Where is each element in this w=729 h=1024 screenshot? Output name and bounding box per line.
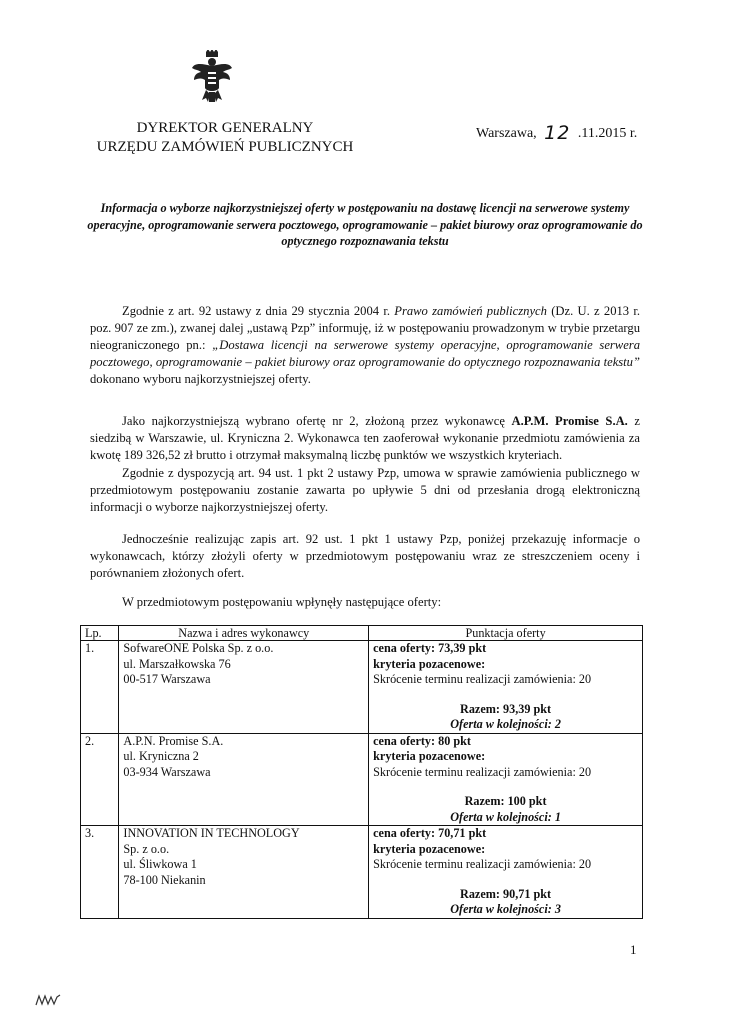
city: Warszawa,: [476, 126, 537, 141]
table-header-row: [81, 626, 643, 641]
price-score: cena oferty: 73,39 pkt: [373, 641, 487, 655]
criteria-value: Skrócenie terminu realizacji zamówienia: 20: [373, 672, 592, 686]
office-line-2: URZĘDU ZAMÓWIEŃ PUBLICZNYCH: [96, 139, 354, 155]
contractor-line: Sp. z o.o.: [123, 841, 170, 856]
p1-law-name: Prawo zamówień publicznych: [394, 304, 547, 318]
p1-text-c: (Dz. U. z 2013 r. poz. 907 ze zm.), zwanej dalej „ustawą Pzp” informuję, iż w postępowaniu prowadzonym w trybie przetargu nieograniczonego pn.:: [90, 304, 641, 352]
row-contractor: [119, 641, 369, 734]
contractor-line: A.P.N. Promise S.A.: [123, 733, 224, 748]
total-score: Razem: 93,39 pkt: [460, 701, 552, 716]
row-score: [369, 641, 643, 734]
row-score: [369, 826, 643, 919]
p3-text: Zgodnie z dyspozycją art. 94 ust. 1 pkt 2 ustawy Pzp, umowa w sprawie zamówienia publicznego w przedmiotowym postępowaniu zostanie zawarta po upływie 5 dni od przesłania drogą elektroniczną informacji o wyborze najkorzystniejszej oferty.: [90, 466, 640, 514]
contractor-line: ul. Śliwkowa 1: [123, 857, 197, 871]
price-score: cena oferty: 80 pkt: [373, 733, 471, 748]
p2-winner-name: A.P.M. Promise S.A.: [511, 414, 628, 428]
offer-rank: Oferta w kolejności: 1: [450, 809, 561, 824]
offer-rank: Oferta w kolejności: 2: [450, 717, 561, 731]
row-contractor: [119, 826, 369, 919]
criteria-value: Skrócenie terminu realizacji zamówienia: 20: [373, 764, 592, 779]
paragraph-1: [90, 303, 640, 388]
p2-text-c: z siedzibą w Warszawie, ul. Kryniczna 2. Wykonawca ten zaoferował wykonanie przedmiotu zamówienia za kwotę 189 326,52 zł brutto i otrzymał maksymalną liczbę punktów we wszystkich kryteriach.: [90, 414, 640, 462]
paragraph-2: [90, 413, 640, 464]
table-row: [81, 826, 643, 919]
contractor-line: 03-934 Warszawa: [123, 764, 211, 779]
handwritten-initials: [35, 993, 61, 1010]
offer-rank: Oferta w kolejności: 3: [450, 902, 561, 916]
row-score: [369, 733, 643, 826]
price-score: cena oferty: 70,71 pkt: [373, 826, 487, 840]
handwritten-day: 12: [544, 122, 571, 144]
contractor-line: ul. Marszałkowska 76: [123, 656, 231, 671]
contractor-line: INNOVATION IN TECHNOLOGY: [123, 826, 300, 840]
contractor-line: ul. Kryniczna 2: [123, 749, 199, 763]
paragraph-5: [90, 594, 640, 611]
paragraph-3: [90, 465, 640, 516]
p1-text-e: dokonano wyboru najkorzystniejszej oferty.: [90, 372, 311, 386]
p5-text: W przedmiotowym postępowaniu wpłynęły następujące oferty:: [122, 595, 442, 609]
table-row: [81, 733, 643, 826]
total-score: Razem: 90,71 pkt: [460, 886, 552, 901]
header-name: Nazwa i adres wykonawcy: [119, 626, 369, 641]
office-line-1: DYREKTOR GENERALNY: [136, 120, 314, 136]
row-lp: 1.: [81, 641, 119, 734]
date-line: [476, 120, 637, 142]
polish-eagle-emblem: [191, 50, 233, 106]
issuing-office: [95, 119, 355, 157]
contractor-line: 78-100 Niekanin: [123, 872, 206, 887]
header-score: Punktacja oferty: [369, 626, 643, 641]
row-lp: 2.: [81, 733, 119, 826]
p1-procurement-name: „Dostawa licencji na serwerowe systemy operacyjne, oprogramowanie serwera pocztowego, oprogramowanie – pakiet biurowy oraz oprogramowanie do optycznego rozpoznawania tekstu”: [90, 338, 640, 369]
contractor-line: 00-517 Warszawa: [123, 672, 211, 686]
contractor-line: SofwareONE Polska Sp. z o.o.: [123, 641, 274, 655]
p2-text-a: Jako najkorzystniejszą wybrano ofertę nr 2, złożoną przez wykonawcę: [122, 414, 512, 428]
table-row: [81, 641, 643, 734]
offers-table: [80, 625, 643, 919]
header-lp: Lp.: [81, 626, 119, 641]
criteria-value: Skrócenie terminu realizacji zamówienia: 20: [373, 857, 592, 871]
date-rest: .11.2015 r.: [577, 126, 638, 141]
document-title: Informacja o wyborze najkorzystniejszej oferty w postępowaniu na dostawę licencji na serwerowe systemy operacyjne, oprogramowanie serwera pocztowego, oprogramowanie – pakiet biurowy oraz oprogramowanie do optycznego rozpoznawania tekstu: [87, 201, 643, 248]
p4-text: Jednocześnie realizując zapis art. 92 ust. 1 pkt 1 ustawy Pzp, poniżej przekazuję informacje o wykonawcach, którzy złożyli oferty w przedmiotowym postępowaniu wraz ze streszczeniem oceny i porównaniem złożonych ofert.: [90, 532, 640, 580]
row-contractor: [119, 733, 369, 826]
paragraph-4: [90, 531, 640, 582]
criteria-label: kryteria pozacenowe:: [373, 841, 486, 856]
page-number: 1: [630, 942, 637, 957]
p1-text-a: Zgodnie z art. 92 ustawy z dnia 29 stycznia 2004 r.: [122, 304, 395, 318]
total-score: Razem: 100 pkt: [464, 794, 547, 808]
row-lp: 3.: [81, 826, 119, 919]
criteria-label: kryteria pozacenowe:: [373, 749, 486, 763]
criteria-label: kryteria pozacenowe:: [373, 656, 486, 671]
